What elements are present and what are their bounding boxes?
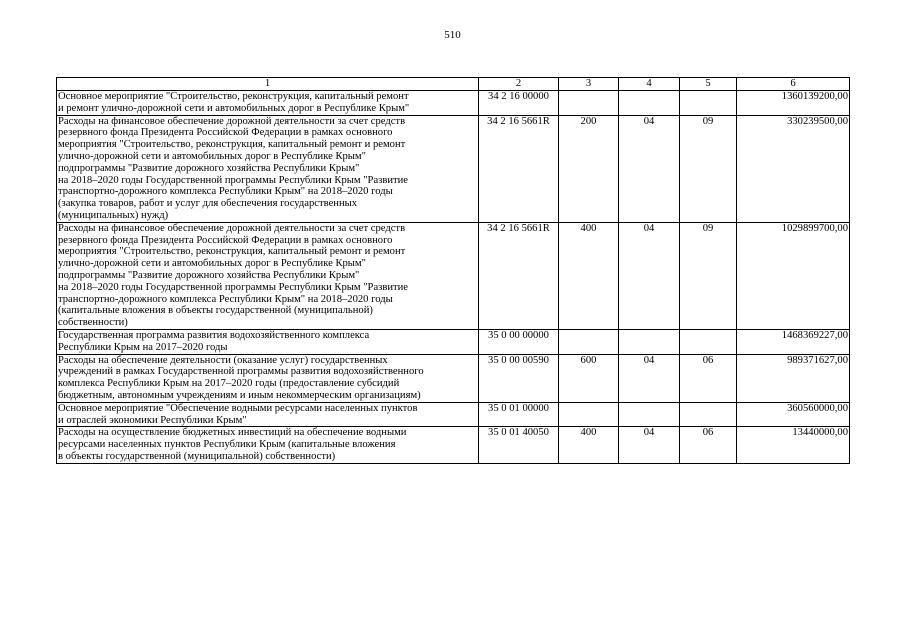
row-name: Расходы на осуществление бюджетных инвестиций на обеспечение водными ресурсами населенных пунктов Республики Крым (капитальные вложения в объекты государственной (муниципальной) собственности) (57, 427, 479, 463)
row-vr (559, 402, 619, 427)
row-vr: 600 (559, 354, 619, 402)
table-row (57, 222, 850, 329)
row-sum: 360560000,00 (737, 402, 850, 427)
row-pr: 09 (680, 222, 737, 329)
row-pr (680, 402, 737, 427)
row-vr (559, 91, 619, 116)
row-sum: 1360139200,00 (737, 91, 850, 116)
row-rz (619, 329, 680, 354)
table-row (57, 329, 850, 354)
row-sum: 13440000,00 (737, 427, 850, 463)
row-name: Расходы на финансовое обеспечение дорожной деятельности за счет средств резервного фонда Президента Российской Федерации в рамках основного мероприятия "Строительство, реконструкция, капитальный ремонт и ремонт улично-дорожной сети и автомобильных дорог в Республике Крым" подпрограммы "Развитие дорожного хозяйства Республики Крым" на 2018–2020 годы Государственной программы Республики Крым "Развитие транспортно-дорожного комплекса Республики Крым" на 2018–2020 годы (закупка товаров, работ и услуг для обеспечения государственных (муниципальных) нужд) (57, 115, 479, 222)
row-code: 34 2 16 5661R (479, 115, 559, 222)
row-vr: 400 (559, 222, 619, 329)
row-rz: 04 (619, 222, 680, 329)
table-row (57, 91, 850, 116)
row-pr: 09 (680, 115, 737, 222)
table-row (57, 354, 850, 402)
row-name: Расходы на обеспечение деятельности (оказание услуг) государственных учреждений в рамках Государственной программы развития водохозяйственного комплекса Республики Крым на 2017–2020 годы (предоставление субсидий бюджетным, автономным учреждениям и иным некоммерческим организациям) (57, 354, 479, 402)
row-name: Государственная программа развития водохозяйственного комплекса Республики Крым на 2017–2020 годы (57, 329, 479, 354)
row-code: 34 2 16 5661R (479, 222, 559, 329)
row-sum: 330239500,00 (737, 115, 850, 222)
row-vr: 200 (559, 115, 619, 222)
header-col-5: 5 (680, 78, 737, 91)
row-code: 35 0 01 40050 (479, 427, 559, 463)
row-rz: 04 (619, 427, 680, 463)
row-name: Основное мероприятие "Обеспечение водными ресурсами населенных пунктов и отраслей экономики Республики Крым" (57, 402, 479, 427)
row-sum: 989371627,00 (737, 354, 850, 402)
row-name: Расходы на финансовое обеспечение дорожной деятельности за счет средств резервного фонда Президента Российской Федерации в рамках основного мероприятия "Строительство, реконструкция, капитальный ремонт и ремонт улично-дорожной сети и автомобильных дорог в Республике Крым" подпрограммы "Развитие дорожного хозяйства Республики Крым" на 2018–2020 годы Государственной программы Республики Крым "Развитие транспортно-дорожного комплекса Республики Крым" на 2018–2020 годы (капитальные вложения в объекты государственной (муниципальной) собственности) (57, 222, 479, 329)
row-sum: 1029899700,00 (737, 222, 850, 329)
row-rz (619, 402, 680, 427)
row-vr (559, 329, 619, 354)
header-col-6: 6 (737, 78, 850, 91)
header-row (57, 78, 850, 91)
row-rz (619, 91, 680, 116)
page-number: 510 (444, 29, 461, 41)
table-row (57, 115, 850, 222)
header-col-3: 3 (559, 78, 619, 91)
row-code: 35 0 01 00000 (479, 402, 559, 427)
row-code: 35 0 00 00590 (479, 354, 559, 402)
row-vr: 400 (559, 427, 619, 463)
row-rz: 04 (619, 115, 680, 222)
header-col-2: 2 (479, 78, 559, 91)
row-pr (680, 91, 737, 116)
row-rz: 04 (619, 354, 680, 402)
row-sum: 1468369227,00 (737, 329, 850, 354)
row-name: Основное мероприятие "Строительство, реконструкция, капитальный ремонт и ремонт улично-дорожной сети и автомобильных дорог в Республике Крым" (57, 91, 479, 116)
table-row (57, 427, 850, 463)
row-pr: 06 (680, 427, 737, 463)
header-col-1: 1 (57, 78, 479, 91)
row-code: 34 2 16 00000 (479, 91, 559, 116)
row-pr: 06 (680, 354, 737, 402)
header-col-4: 4 (619, 78, 680, 91)
table-row (57, 402, 850, 427)
row-pr (680, 329, 737, 354)
row-code: 35 0 00 00000 (479, 329, 559, 354)
budget-table (56, 77, 850, 464)
